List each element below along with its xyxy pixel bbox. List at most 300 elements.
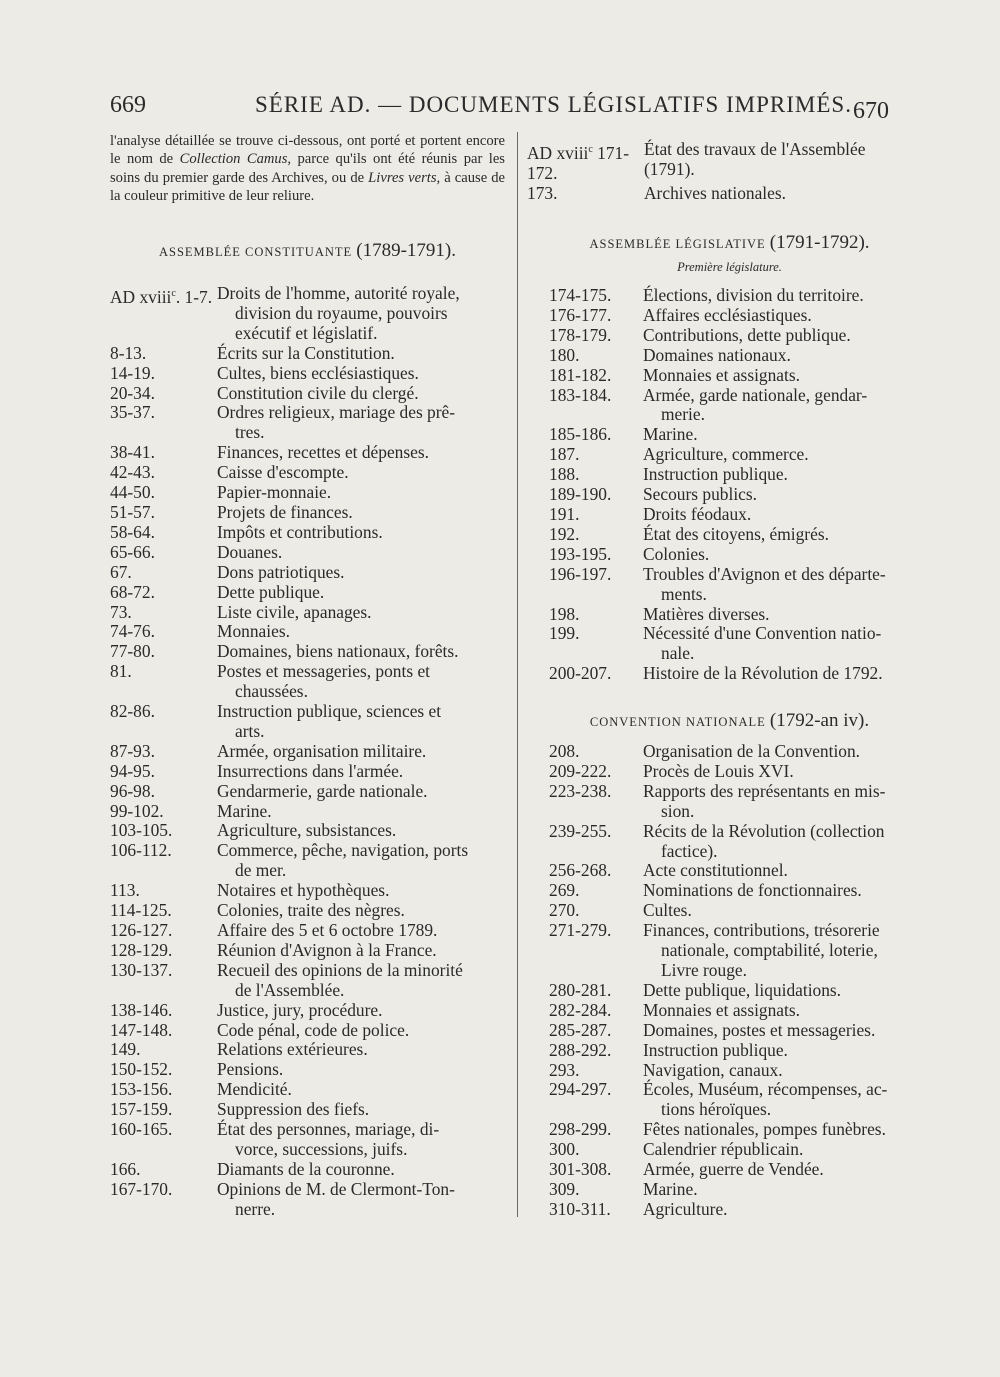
list-item [527, 1180, 932, 1200]
running-head: SÉRIE AD. — DOCUMENTS LÉGISLATIFS IMPRIMÉS. [255, 92, 852, 117]
list-item [110, 583, 505, 603]
entry-description-line: Mendicité. [217, 1079, 292, 1100]
entry-description-line: Agriculture, commerce. [643, 444, 809, 465]
section-subheading: Première législature. [677, 260, 782, 274]
section-heading-legislative [527, 232, 932, 254]
entry-number: 149. [110, 1039, 141, 1060]
list-item [110, 344, 505, 364]
list-item [110, 284, 505, 344]
entry-description-line: Colonies. [643, 543, 710, 564]
list-item [110, 483, 505, 503]
list-item [527, 1160, 932, 1180]
entry-number: 81. [110, 661, 132, 682]
entry-description-line: Dette publique. [217, 581, 325, 602]
entry-description-line: Affaire des 5 et 6 octobre 1789. [217, 920, 438, 940]
intro-paragraph [110, 132, 505, 206]
entry-number: 44-50. [110, 482, 155, 503]
list-item [527, 782, 932, 822]
entry-description-line: Élections, division du territoire. [643, 285, 864, 305]
entry-description [217, 1180, 505, 1220]
list-item [527, 565, 932, 605]
list-item [110, 762, 505, 782]
entry-description-line: Écoles, Muséum, récompenses, ac- [643, 1079, 888, 1100]
entry-continuation-line: merie. [661, 404, 705, 425]
entry-description-line: Papier-monnaie. [217, 482, 332, 503]
heading-title: ASSEMBLÉE CONSTITUANTE [158, 245, 353, 259]
entry-description-line: Recueil des opinions de la minorité [217, 959, 463, 980]
list-item [110, 742, 505, 762]
entry-continuation-line: chaussées. [235, 681, 308, 702]
entry-description [217, 961, 505, 1001]
list-item [527, 1001, 932, 1021]
entry-continuation-line: ments. [661, 583, 707, 604]
entry-number: 157-159. [110, 1099, 173, 1120]
entry-number: 174-175. [549, 285, 612, 305]
intro-italic-2: Livres verts, [368, 169, 441, 186]
entry-description [643, 465, 932, 485]
list-item [110, 841, 505, 881]
entry-description [217, 364, 505, 384]
entry-description-line: Contributions, dette publique. [643, 324, 851, 345]
list-item [527, 545, 932, 565]
list-item [110, 1160, 505, 1180]
list-item [110, 1100, 505, 1120]
list-item [527, 326, 932, 346]
entry-description [217, 622, 505, 642]
entry-description [643, 286, 932, 306]
entry-description [217, 603, 505, 623]
entry-number: 82-86. [110, 701, 155, 722]
entry-description-line: Cultes. [643, 900, 692, 921]
list-item [110, 622, 505, 642]
entry-description-line: Finances, recettes et dépenses. [217, 442, 429, 463]
entry-number: 208. [549, 741, 580, 761]
heading-title: ASSEMBLÉE LÉGISLATIVE [589, 237, 766, 251]
entry-number: 256-268. [549, 860, 612, 881]
list-item [527, 901, 932, 921]
entry-description [643, 822, 932, 862]
entry-description-line: Nominations de fonctionnaires. [643, 880, 862, 901]
entry-description-line: Commerce, pêche, navigation, ports [217, 840, 469, 861]
entry-description [643, 605, 932, 625]
list-item [110, 543, 505, 563]
entry-description-line: Pensions. [217, 1059, 284, 1080]
entry-number: 183-184. [549, 384, 612, 405]
entry-description-line: Instruction publique. [643, 1039, 788, 1060]
list-item [527, 1120, 932, 1140]
list-item [110, 1021, 505, 1041]
list-item [527, 306, 932, 326]
page-number-left: 669 [110, 92, 146, 118]
entry-description [217, 1160, 505, 1180]
entry-number: 65-66. [110, 541, 155, 562]
entry-description-line: Nécessité d'une Convention natio- [643, 623, 882, 644]
entry-description-line: État des personnes, mariage, di- [217, 1119, 440, 1140]
list-item [527, 386, 932, 426]
entry-description [643, 921, 932, 981]
entry-description [644, 184, 932, 204]
entry-number: 298-299. [549, 1119, 612, 1140]
entry-continuation-line: arts. [235, 720, 265, 741]
entry-description [643, 881, 932, 901]
entry-number: 301-308. [549, 1159, 612, 1180]
entry-number: 35-37. [110, 402, 155, 423]
entry-number: 270. [549, 900, 580, 921]
series-prefix: AD xviii [527, 142, 589, 163]
heading-years: (1791-1792). [769, 232, 870, 253]
entry-description [643, 545, 932, 565]
entry-description-line: Code pénal, code de police. [217, 1019, 410, 1040]
entry-description [217, 1060, 505, 1080]
list-item [110, 1060, 505, 1080]
entry-number: 99-102. [110, 800, 164, 821]
entry-continuation-line: nationale, comptabilité, loterie, [661, 940, 878, 961]
entry-description-line: Agriculture. [643, 1198, 728, 1219]
entry-description [643, 1140, 932, 1160]
entry-description-line: Secours publics. [643, 484, 757, 505]
entry-description [217, 1040, 505, 1060]
left-entry-list [110, 284, 505, 1220]
entry-description-line: Liste civile, apanages. [217, 601, 372, 622]
list-item [110, 364, 505, 384]
entry-description [217, 941, 505, 961]
entry-description-line: Instruction publique. [643, 464, 788, 485]
entry-number: 128-129. [110, 939, 173, 960]
heading-years: (1789-1791). [356, 240, 457, 261]
entry-description [217, 742, 505, 762]
entry-description [643, 1001, 932, 1021]
entry-description-line: Marine. [643, 1178, 698, 1199]
entry-description [643, 901, 932, 921]
entry-description-line: Histoire de la Révolution de 1792. [643, 663, 883, 684]
entry-continuation-line: exécutif et législatif. [235, 322, 378, 343]
entry-number: 280-281. [549, 979, 612, 1000]
entry-description [217, 642, 505, 662]
entry-number: 173. [527, 182, 558, 203]
entry-description [217, 802, 505, 822]
entry-continuation-line: factice). [661, 840, 718, 861]
entry-description [217, 1021, 505, 1041]
entry-description-line: Ordres religieux, mariage des prê- [217, 402, 456, 423]
entry-description [217, 841, 505, 881]
entry-description-line: Acte constitutionnel. [643, 860, 788, 881]
list-item [527, 505, 932, 525]
entry-number: 8-13. [110, 342, 147, 363]
series-prefix: AD xviii [110, 286, 172, 307]
entry-description [217, 583, 505, 603]
list-item [527, 605, 932, 625]
entry-description [217, 403, 505, 443]
list-item [110, 881, 505, 901]
entry-continuation-line: tions héroïques. [661, 1099, 772, 1120]
entry-number: 126-127. [110, 920, 173, 940]
entry-description-line: Dons patriotiques. [217, 561, 345, 582]
list-item [110, 384, 505, 404]
entry-description [643, 505, 932, 525]
list-item [110, 443, 505, 463]
entry-description-line: Navigation, canaux. [643, 1059, 783, 1080]
list-item [527, 184, 932, 204]
entry-number: 20-34. [110, 382, 155, 403]
entry-description [643, 346, 932, 366]
entry-description-line: Domaines nationaux. [643, 344, 791, 365]
list-item [527, 664, 932, 684]
entry-description [643, 1180, 932, 1200]
right-top-entry-list [527, 140, 932, 204]
entry-number: 192. [549, 523, 580, 544]
entry-number: 271-279. [549, 920, 612, 941]
list-item [527, 366, 932, 386]
entry-description-line: Marine. [217, 800, 272, 821]
entry-number: 209-222. [549, 760, 612, 781]
entry-number: 103-105. [110, 820, 173, 841]
entry-number: 285-287. [549, 1019, 612, 1040]
entry-number: 309. [549, 1178, 580, 1199]
entry-description-line: Domaines, biens nationaux, forêts. [217, 641, 459, 662]
list-item [527, 485, 932, 505]
entry-number: 269. [549, 880, 580, 901]
entry-description-line: Armée, guerre de Vendée. [643, 1159, 824, 1180]
list-item [527, 1200, 932, 1220]
entry-number: 14-19. [110, 362, 155, 383]
entry-number: 294-297. [549, 1079, 612, 1100]
list-item [527, 881, 932, 901]
entry-number: 310-311. [549, 1198, 611, 1219]
entry-description [643, 565, 932, 605]
entry-description-line: Justice, jury, procédure. [217, 999, 383, 1020]
list-item [110, 702, 505, 742]
entry-number: 191. [549, 503, 580, 524]
list-item [527, 1041, 932, 1061]
entry-description [217, 344, 505, 364]
entry-continuation-line: vorce, successions, juifs. [235, 1138, 408, 1159]
entry-number: 288-292. [549, 1039, 612, 1060]
entry-description [217, 1100, 505, 1120]
page-number-right: 670 [853, 98, 889, 124]
entry-description [217, 702, 505, 742]
entry-number: 293. [549, 1059, 580, 1080]
list-item [110, 961, 505, 1001]
entry-description-line: Colonies, traite des nègres. [217, 900, 405, 921]
entry-description [643, 1061, 932, 1081]
entry-description [643, 525, 932, 545]
entry-description [643, 445, 932, 465]
entry-number: 176-177. [549, 304, 612, 325]
entry-continuation-line: de l'Assemblée. [235, 979, 345, 1000]
entry-description [217, 284, 505, 344]
entry-description [217, 1001, 505, 1021]
entry-description-line: Archives nationales. [644, 182, 786, 203]
entry-number [110, 284, 217, 344]
entry-number: 94-95. [110, 760, 155, 781]
entry-continuation-line: de mer. [235, 860, 287, 881]
list-item [110, 821, 505, 841]
entry-description [217, 1080, 505, 1100]
entry-continuation-line: nale. [661, 643, 695, 664]
entry-number: 185-186. [549, 424, 612, 445]
entry-description-line: Domaines, postes et messageries. [643, 1019, 876, 1040]
entry-continuation-line: nerre. [235, 1198, 276, 1219]
entry-number: 187. [549, 444, 580, 465]
entry-description-line: Dette publique, liquidations. [643, 979, 842, 1000]
entry-description [643, 306, 932, 326]
entry-description-line: Rapports des représentants en mis- [643, 780, 886, 801]
entry-description [643, 624, 932, 664]
list-item [527, 425, 932, 445]
entry-description-line: Douanes. [217, 541, 283, 562]
entry-description-line: Projets de finances. [217, 501, 353, 522]
list-item [110, 941, 505, 961]
list-item [110, 1040, 505, 1060]
entry-continuation-line: (1791). [644, 158, 695, 179]
entry-number: 67. [110, 561, 132, 582]
entry-description [643, 762, 932, 782]
list-item [527, 465, 932, 485]
entry-description-line: Suppression des fiefs. [217, 1099, 370, 1120]
entry-number: 181-182. [549, 364, 612, 385]
list-item [110, 782, 505, 802]
list-item [110, 403, 505, 443]
entry-description-line: Monnaies. [217, 621, 290, 642]
entry-description-line: Écrits sur la Constitution. [217, 342, 395, 363]
list-item [110, 901, 505, 921]
entry-description-line: Troubles d'Avignon et des départe- [643, 563, 886, 584]
list-item [110, 1120, 505, 1160]
list-item [527, 445, 932, 465]
entry-description-line: Cultes, biens ecclésiastiques. [217, 362, 419, 383]
entry-number: 138-146. [110, 999, 173, 1020]
entry-description-line: Droits féodaux. [643, 503, 752, 524]
entry-description-line: Fêtes nationales, pompes funèbres. [643, 1119, 886, 1140]
entry-number: 160-165. [110, 1119, 173, 1140]
entry-number: 239-255. [549, 820, 612, 841]
entry-description-line: Armée, organisation militaire. [217, 740, 427, 761]
entry-description-line: Postes et messageries, ponts et [217, 661, 431, 682]
entry-description [217, 821, 505, 841]
entry-description [643, 1120, 932, 1140]
entry-number [527, 140, 644, 184]
list-item [527, 286, 932, 306]
entry-description-line: État des travaux de l'Assemblée [644, 139, 866, 159]
entry-number: 193-195. [549, 543, 612, 564]
list-item [527, 1080, 932, 1120]
entry-number: 106-112. [110, 840, 172, 861]
entry-description [643, 1160, 932, 1180]
entry-description-line: Affaires ecclésiastiques. [643, 304, 812, 325]
entry-description [217, 543, 505, 563]
entry-number: 96-98. [110, 780, 155, 801]
entry-description-line: Procès de Louis XVI. [643, 760, 794, 781]
list-item [110, 603, 505, 623]
list-item [110, 523, 505, 543]
section-heading-constituante [110, 240, 505, 262]
entry-description-line: Réunion d'Avignon à la France. [217, 939, 437, 960]
intro-text-1: l'analyse détaillée se trouve ci-dessous, ont porté et portent encore le nom de [110, 133, 505, 168]
list-item [527, 140, 932, 184]
entry-description [217, 1120, 505, 1160]
entry-description [217, 762, 505, 782]
list-item [527, 624, 932, 664]
legislative-entry-list [527, 286, 932, 684]
list-item [110, 463, 505, 483]
entry-description [644, 140, 932, 184]
entry-number: 188. [549, 464, 580, 485]
entry-description [643, 366, 932, 386]
entry-description-line: Constitution civile du clergé. [217, 382, 419, 403]
entry-description [217, 443, 505, 463]
entry-number: 300. [549, 1139, 580, 1160]
entry-description [643, 1080, 932, 1120]
intro-text-3: à cause de la couleur primitive de leur reliure. [110, 169, 506, 205]
entry-description [643, 861, 932, 881]
entry-description [217, 662, 505, 702]
entry-description [217, 483, 505, 503]
entry-number-text: 171-172. [527, 142, 630, 183]
entry-number: 147-148. [110, 1019, 173, 1040]
entry-description [643, 742, 932, 762]
list-item [527, 1140, 932, 1160]
entry-description-line: Récits de la Révolution (collection [643, 820, 885, 841]
section-heading-convention [527, 710, 932, 732]
list-item [110, 1080, 505, 1100]
list-item [527, 981, 932, 1001]
entry-continuation-line: tres. [235, 422, 265, 443]
entry-description-line: Droits de l'homme, autorité royale, [217, 283, 460, 303]
entry-description-line: Notaires et hypothèques. [217, 880, 390, 901]
list-item [527, 1061, 932, 1081]
entry-description-line: Calendrier républicain. [643, 1139, 804, 1160]
list-item [110, 503, 505, 523]
list-item [110, 642, 505, 662]
entry-description [643, 1200, 932, 1220]
entry-description-line: Marine. [643, 424, 698, 445]
list-item [527, 742, 932, 762]
list-item [527, 822, 932, 862]
entry-number: 223-238. [549, 780, 612, 801]
list-item [110, 563, 505, 583]
entry-description [643, 664, 932, 684]
entry-description-line: Instruction publique, sciences et [217, 701, 442, 722]
entry-continuation-line: division du royaume, pouvoirs [235, 302, 448, 323]
entry-description-line: Insurrections dans l'armée. [217, 760, 404, 781]
heading-title: CONVENTION NATIONALE [589, 715, 766, 729]
entry-number: 51-57. [110, 501, 155, 522]
entry-description [643, 485, 932, 505]
entry-number: 77-80. [110, 641, 155, 662]
entry-continuation-line: sion. [661, 800, 695, 821]
entry-description [217, 523, 505, 543]
series-prefix-superscript: c [171, 288, 176, 299]
entry-number: 199. [549, 623, 580, 644]
entry-description-line: Caisse d'escompte. [217, 462, 349, 483]
entry-description-line: Armée, garde nationale, gendar- [643, 384, 868, 405]
entry-description-line: Relations extérieures. [217, 1039, 368, 1060]
entry-number: 74-76. [110, 621, 155, 642]
list-item [110, 921, 505, 941]
entry-description-line: Agriculture, subsistances. [217, 820, 397, 841]
entry-description [217, 782, 505, 802]
entry-number: 167-170. [110, 1178, 173, 1199]
entry-number: 73. [110, 601, 132, 622]
entry-description-line: Impôts et contributions. [217, 521, 383, 542]
entry-description-line: Monnaies et assignats. [643, 999, 800, 1020]
entry-description-line: Opinions de M. de Clermont-Ton- [217, 1178, 455, 1199]
entry-description [643, 981, 932, 1001]
entry-number: 87-93. [110, 740, 155, 761]
intro-text-2: parce qu'ils ont été réunis par les soins du premier garde des Archives, ou de [110, 151, 505, 186]
entry-description [643, 425, 932, 445]
entry-number-text: . 1-7. [175, 286, 213, 307]
